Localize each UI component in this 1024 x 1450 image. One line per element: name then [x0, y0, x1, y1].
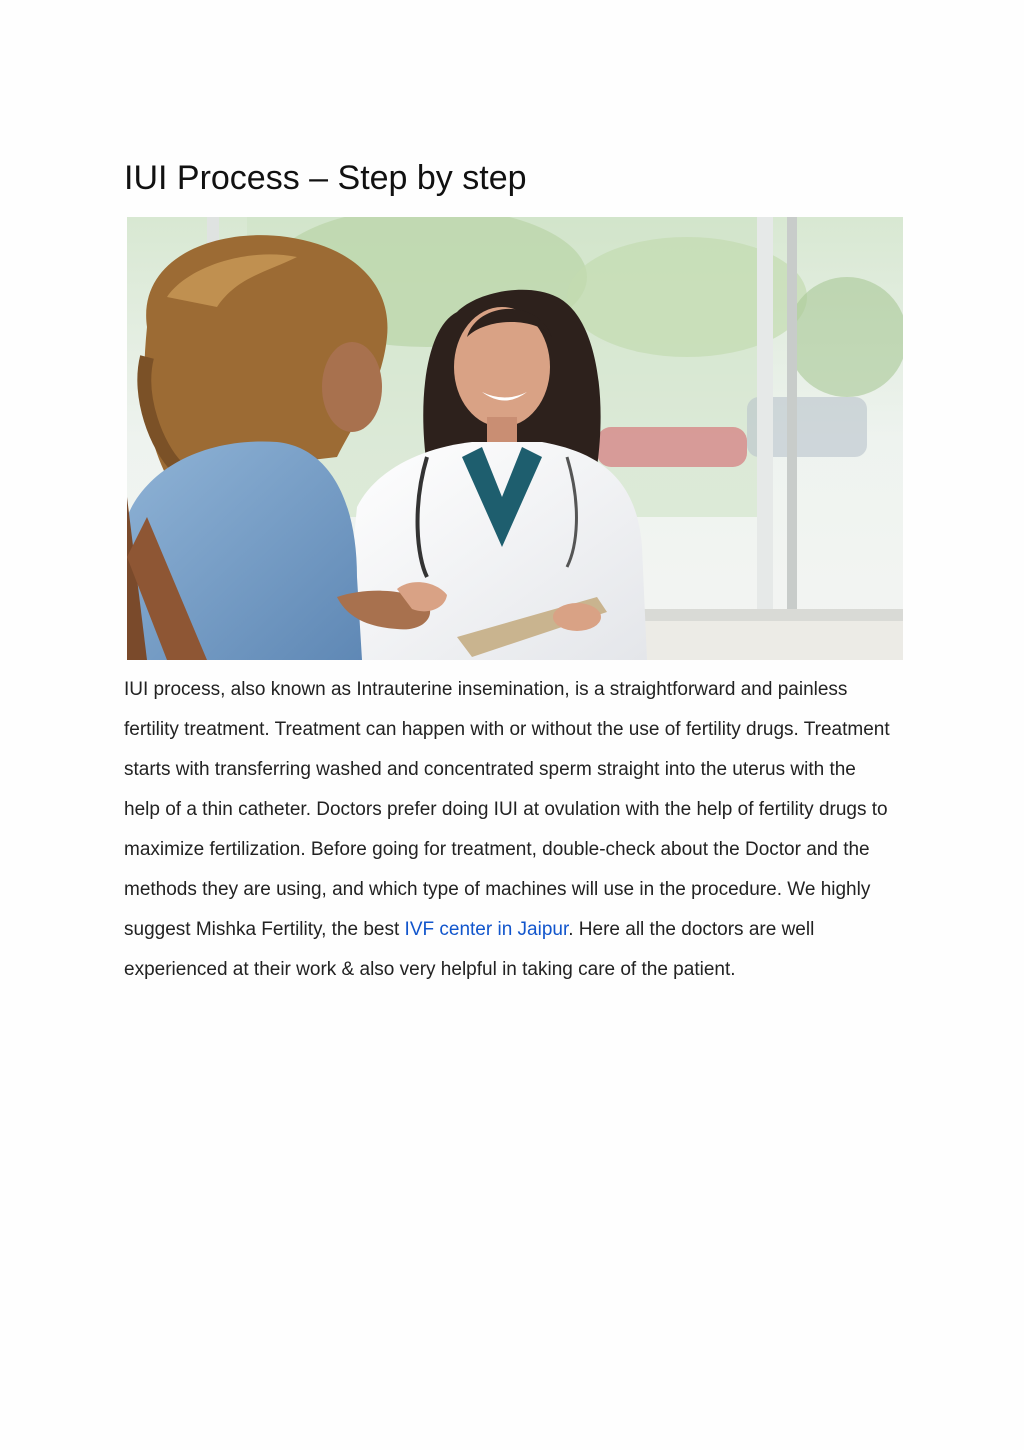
ivf-center-link[interactable]: IVF center in Jaipur	[404, 919, 569, 940]
photo-illustration	[127, 217, 903, 660]
paragraph-text-start: IUI process, also known as Intrauterine insemination, is a straightforward and painless fertility treatment. Treatment can happen with or without the use of fertility drugs. Treatment starts with transferring washed and concentrated sperm straight into the uterus with the help of a thin catheter. Doctors prefer doing IUI at ovulation with the help of fertility drugs to maximize fertilization. Before going for treatment, double-check about the Doctor and the methods they are using, and which type of machines will use in the procedure. We highly suggest Mishka Fertility, the best	[124, 679, 890, 940]
article-paragraph	[124, 670, 894, 990]
doctor-patient-photo	[127, 217, 903, 660]
paragraph-text-end: . Here all the doctors are well experienced at their work & also very helpful in taking care of the patient.	[124, 919, 815, 980]
page-title: IUI Process – Step by step	[124, 159, 527, 197]
